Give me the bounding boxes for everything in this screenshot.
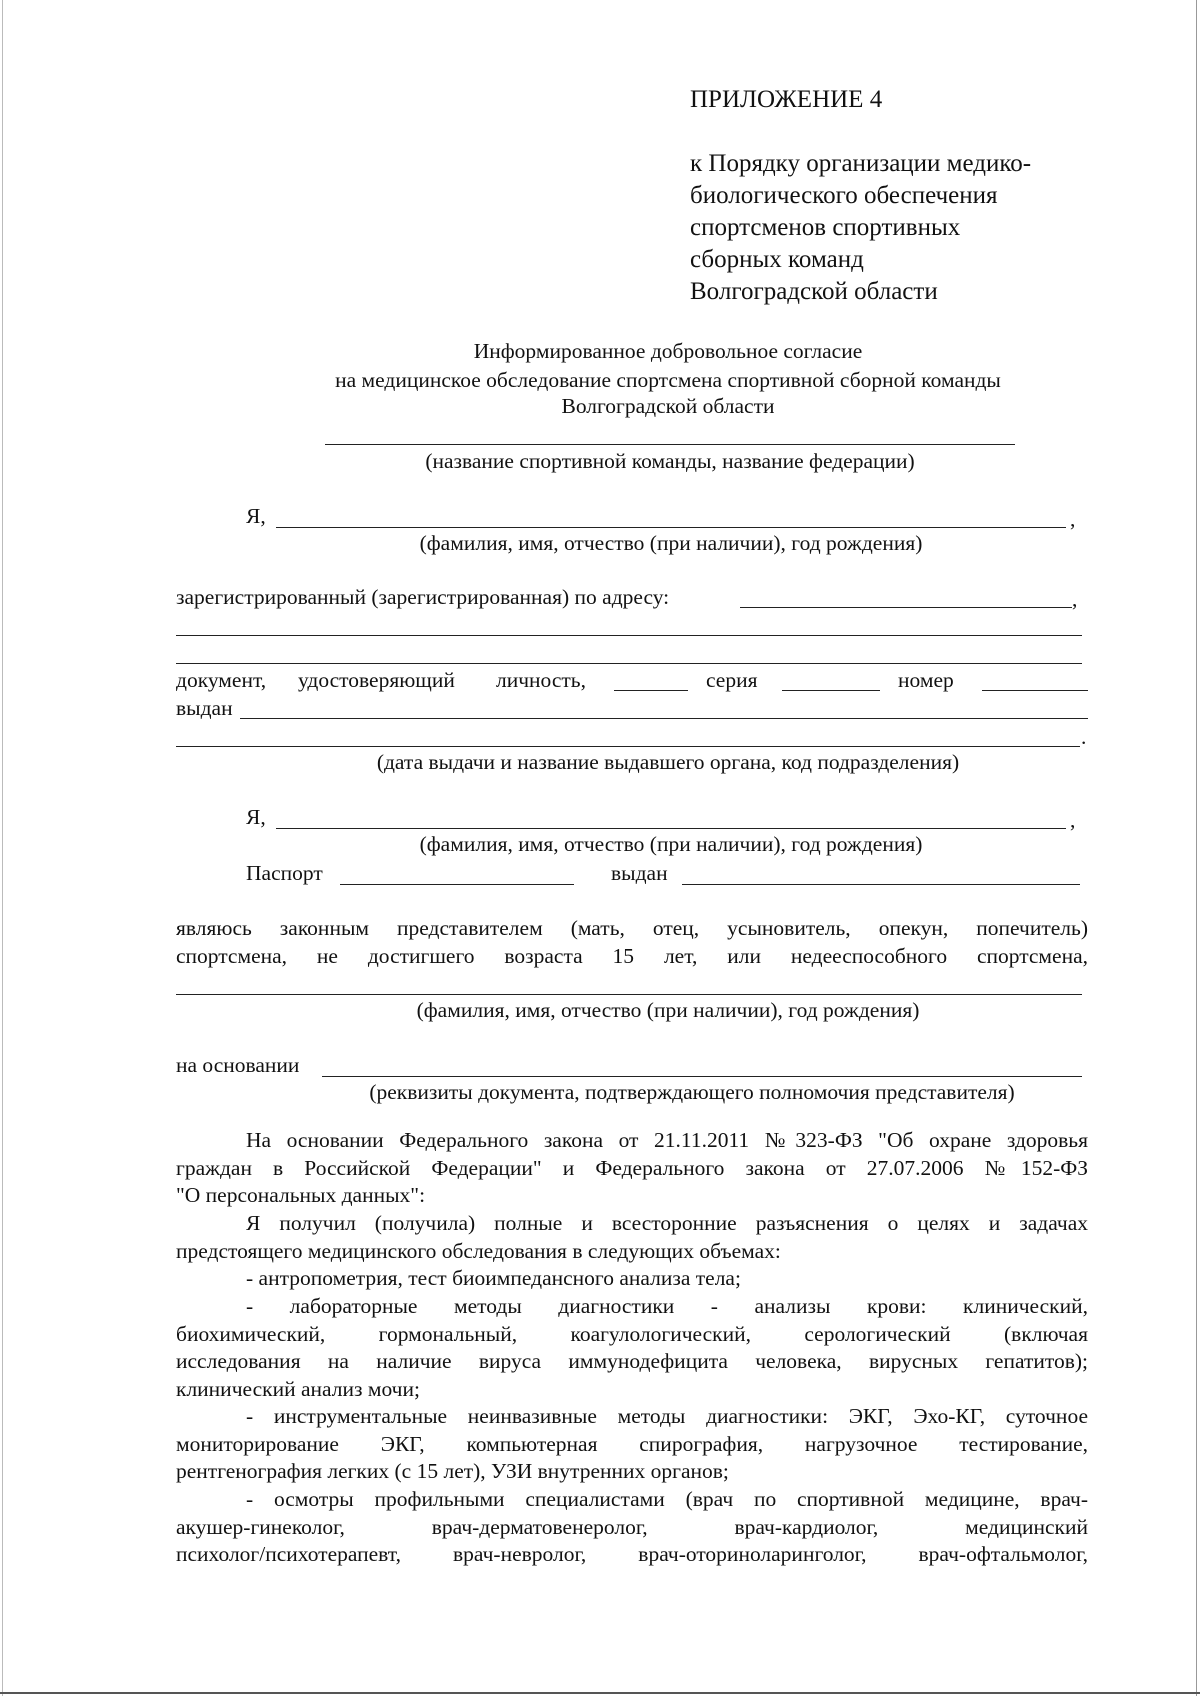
series-label: серия	[706, 668, 758, 692]
body-text-line: - осмотры профильными специалистами (врач по спортивной медицине, врач-	[246, 1487, 1088, 1511]
number-field[interactable]	[982, 690, 1088, 691]
comma: ,	[1072, 587, 1078, 611]
title-line-2: на медицинское обследование спортсмена спортивной сборной команды	[335, 368, 1001, 392]
athlete-fio-field[interactable]	[176, 994, 1082, 995]
body-text-line: мониторирование ЭКГ, компьютерная спирография, нагрузочное тестирование,	[176, 1432, 1088, 1456]
representative-text-line: являюсь законным представителем (мать, отец, усыновитель, опекун, попечитель)	[176, 916, 1088, 940]
representative-fio-caption: (фамилия, имя, отчество (при наличии), год рождения)	[419, 832, 923, 856]
representative-fio-field[interactable]	[276, 828, 1066, 829]
passport-issued-field[interactable]	[682, 884, 1080, 885]
subtitle-line: сборных команд	[690, 246, 864, 273]
body-text-line: предстоящего медицинского обследования в следующих объемах:	[176, 1239, 781, 1263]
body-text-line: акушер-гинеколог, врач-дерматовенеролог, врач-кардиолог, медицинский	[176, 1515, 1088, 1539]
body-text-line: Я получил (получила) полные и всесторонние разъяснения о целях и задачах	[246, 1211, 1088, 1235]
body-text-line: психолог/психотерапевт, врач-невролог, врач-оториноларинголог, врач-офтальмолог,	[176, 1542, 1088, 1566]
address-label: зарегистрированный (зарегистрированная) по адресу:	[176, 585, 670, 609]
body-text-line: клинический анализ мочи;	[176, 1377, 420, 1401]
team-name-field[interactable]	[325, 444, 1015, 445]
series-field[interactable]	[782, 690, 880, 691]
passport-issued-label: выдан	[611, 861, 668, 885]
basis-field[interactable]	[322, 1076, 1082, 1077]
subtitle-line: спортсменов спортивных	[690, 214, 961, 241]
body-text-line: рентгенография легких (с 15 лет), УЗИ внутренних органов;	[176, 1459, 729, 1483]
doc-type-field[interactable]	[614, 690, 688, 691]
team-caption: (название спортивной команды, название федерации)	[425, 449, 915, 473]
comma: ,	[1070, 507, 1076, 531]
i-label-representative: Я,	[246, 805, 266, 829]
comma: ,	[1070, 808, 1076, 832]
body-text-line: "О персональных данных":	[176, 1183, 426, 1207]
page-bottom-edge	[0, 1692, 1200, 1694]
title-line-1: Информированное добровольное согласие	[473, 339, 863, 363]
issued-field-1[interactable]	[240, 718, 1088, 719]
basis-label: на основании	[176, 1053, 300, 1077]
body-text-line: граждан в Российской Федерации" и Федерального закона от 27.07.2006 №152-ФЗ	[176, 1156, 1088, 1180]
address-field-1[interactable]	[740, 607, 1072, 608]
body-text-line: На основании Федерального закона от 21.11.2011 №323-ФЗ "Об охране здоровья	[246, 1128, 1088, 1152]
title-line-3: Волгоградской области	[561, 394, 775, 418]
doc-word: удостоверяющий	[298, 668, 455, 692]
body-text-line: - лабораторные методы диагностики - анализы крови: клинический,	[246, 1294, 1088, 1318]
appendix-subtitle	[690, 148, 1031, 308]
number-label: номер	[898, 668, 954, 692]
representative-text-line: спортсмена, не достигшего возраста 15 лет, или недееспособного спортсмена,	[176, 944, 1088, 968]
passport-label: Паспорт	[246, 861, 323, 885]
address-field-3[interactable]	[176, 663, 1082, 664]
period: .	[1081, 725, 1087, 749]
appendix-heading: ПРИЛОЖЕНИЕ 4	[690, 86, 883, 113]
i-label: Я,	[246, 504, 266, 528]
issued-label: выдан	[176, 696, 233, 720]
fio-caption: (фамилия, имя, отчество (при наличии), год рождения)	[419, 531, 923, 555]
fio-field[interactable]	[276, 527, 1066, 528]
issue-caption: (дата выдачи и название выдавшего органа, код подразделения)	[376, 750, 960, 774]
address-field-2[interactable]	[176, 635, 1082, 636]
subtitle-line: биологического обеспечения	[690, 182, 998, 209]
page-left-edge	[2, 0, 3, 1696]
subtitle-line: Волгоградской области	[690, 278, 938, 305]
body-text-line: исследования на наличие вируса иммунодефицита человека, вирусных гепатитов);	[176, 1349, 1088, 1373]
body-text-line: - антропометрия, тест биоимпедансного анализа тела;	[246, 1266, 741, 1290]
doc-word: документ,	[176, 668, 267, 692]
issued-field-2[interactable]	[176, 746, 1080, 747]
body-text-line: - инструментальные неинвазивные методы диагностики: ЭКГ, Эхо-КГ, суточное	[246, 1404, 1088, 1428]
basis-caption: (реквизиты документа, подтверждающего полномочия представителя)	[369, 1080, 1015, 1104]
athlete-fio-caption: (фамилия, имя, отчество (при наличии), год рождения)	[416, 998, 920, 1022]
doc-word: личность,	[496, 668, 586, 692]
page-right-edge	[1196, 0, 1197, 1696]
subtitle-line: к Порядку организации медико-	[690, 150, 1032, 177]
body-text-line: биохимический, гормональный, коагулологический, серологический (включая	[176, 1322, 1088, 1346]
passport-field[interactable]	[340, 884, 574, 885]
